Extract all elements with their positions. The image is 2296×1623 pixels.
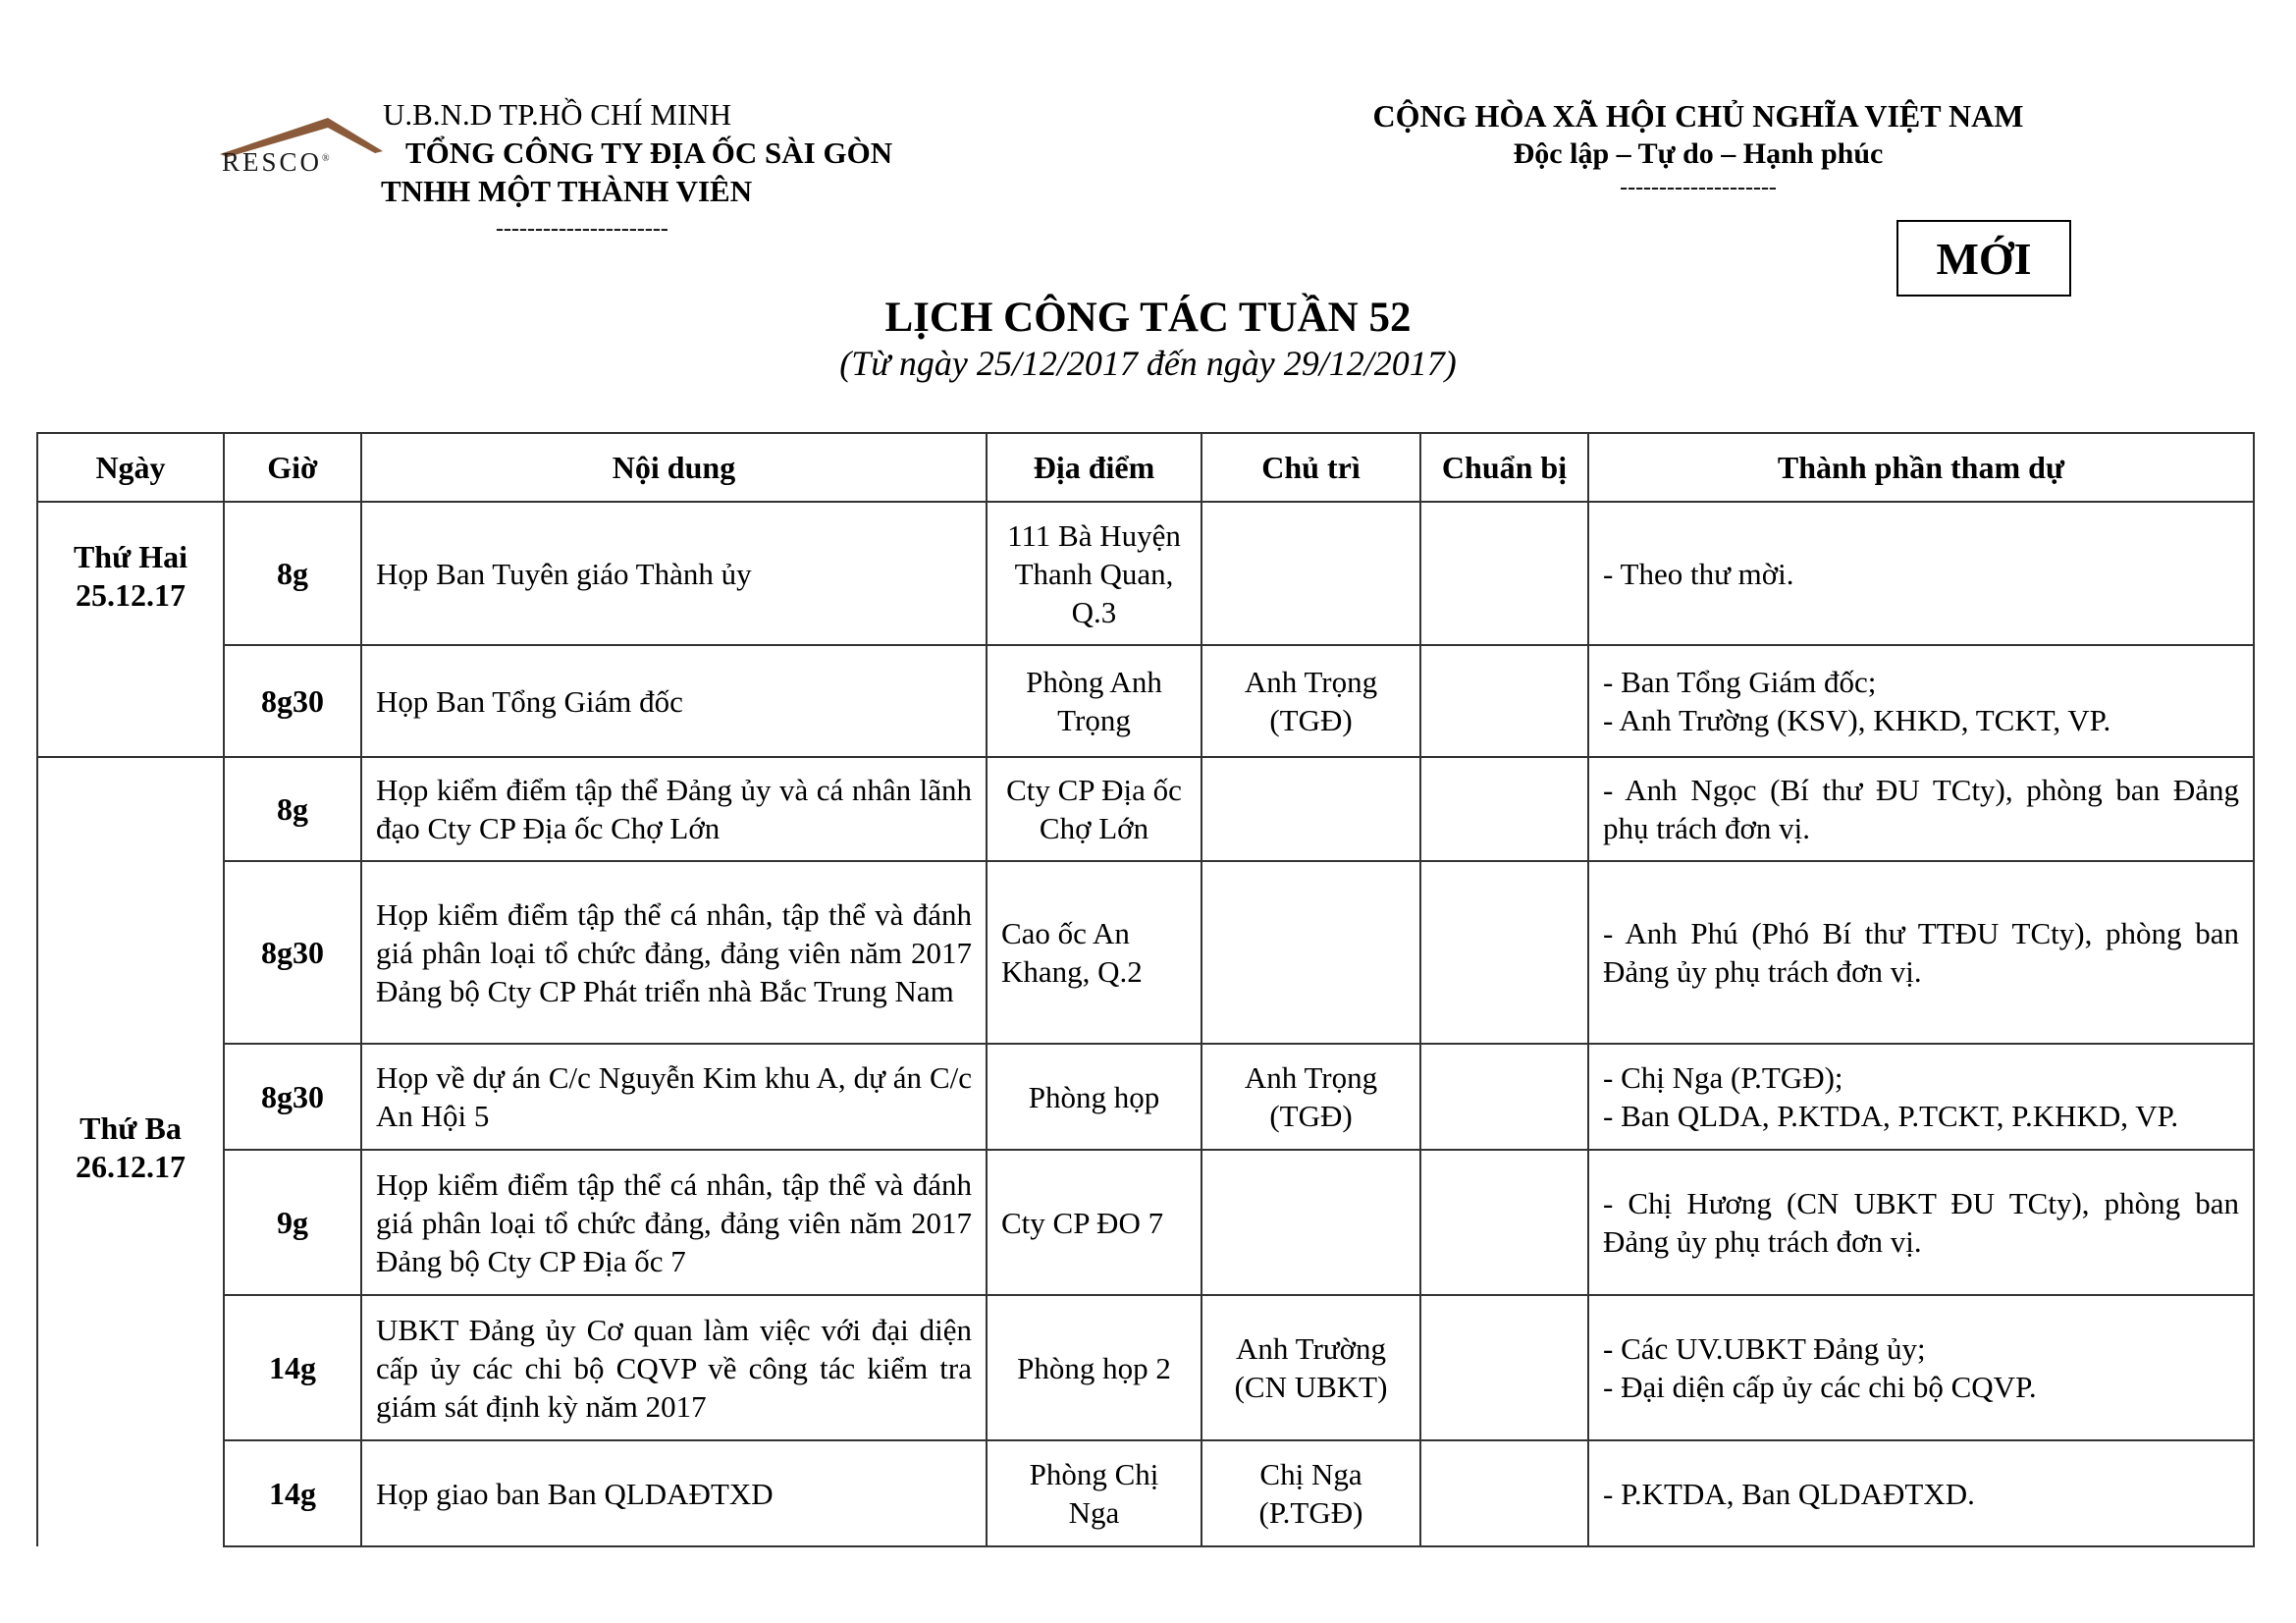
column-header-attendees: Thành phần tham dự: [1588, 433, 2254, 502]
table-row: [37, 1295, 2254, 1440]
location-cell: Cao ốc An Khang, Q.2: [987, 861, 1201, 1044]
time-cell: 8g30: [224, 645, 361, 757]
day-name: Thứ Ba: [80, 1110, 182, 1146]
table-row: [37, 1440, 2254, 1546]
page-subtitle: (Từ ngày 25/12/2017 đến ngày 29/12/2017): [839, 344, 1457, 383]
column-header-prep: Chuẩn bị: [1420, 433, 1588, 502]
attendees-cell: [1588, 1044, 2254, 1150]
table-row: [37, 502, 2254, 645]
attendee-line: - Theo thư mời.: [1603, 556, 1794, 591]
location-cell: Phòng họp 2: [987, 1295, 1201, 1440]
day-date: 25.12.17: [76, 577, 186, 613]
attendee-line: - Ban Tổng Giám đốc;: [1603, 665, 1877, 699]
day-name: Thứ Hai: [73, 539, 188, 574]
prep-cell: [1420, 1044, 1588, 1150]
day-cell: [37, 757, 224, 1546]
host-cell: Anh Trọng (TGĐ): [1201, 1044, 1420, 1150]
attendee-line: - Anh Ngọc (Bí thư ĐU TCty), phòng ban Đảng phụ trách đơn vị.: [1603, 773, 2239, 845]
host-cell: Anh Trường (CN UBKT): [1201, 1295, 1420, 1440]
header-right-motto: Độc lập – Tự do – Hạnh phúc: [1513, 137, 1884, 170]
attendees-cell: [1588, 1440, 2254, 1546]
prep-cell: [1420, 1150, 1588, 1295]
content-cell: Họp kiểm điểm tập thể cá nhân, tập thể và đánh giá phân loại tổ chức đảng, đảng viên năm 2017 Đảng bộ Cty CP Địa ốc 7: [361, 1150, 987, 1295]
day-date: 26.12.17: [76, 1149, 186, 1184]
host-cell: [1201, 861, 1420, 1044]
attendee-line: - P.KTDA, Ban QLDAĐTXD.: [1603, 1476, 1975, 1511]
table-row: [37, 757, 2254, 861]
attendees-cell: [1588, 861, 2254, 1044]
table-row: [37, 1150, 2254, 1295]
location-cell: Phòng Chị Nga: [987, 1440, 1201, 1546]
location-cell: Phòng Anh Trọng: [987, 645, 1201, 757]
prep-cell: [1420, 1295, 1588, 1440]
header-right-rule: --------------------: [1620, 175, 1777, 200]
table-row: [37, 1044, 2254, 1150]
column-header-host: Chủ trì: [1201, 433, 1420, 502]
attendees-cell: [1588, 757, 2254, 861]
schedule-table: [36, 432, 2255, 1547]
table-row: [37, 861, 2254, 1044]
prep-cell: [1420, 645, 1588, 757]
day-cell: [37, 502, 224, 757]
attendee-line: - Anh Trường (KSV), KHKD, TCKT, VP.: [1603, 703, 2111, 737]
column-header-location: Địa điểm: [987, 433, 1201, 502]
attendees-cell: [1588, 1150, 2254, 1295]
resco-logo-text: RESCO®: [222, 147, 330, 177]
column-header-time: Giờ: [224, 433, 361, 502]
prep-cell: [1420, 502, 1588, 645]
table-row: [37, 645, 2254, 757]
attendees-cell: [1588, 502, 2254, 645]
time-cell: 8g30: [224, 861, 361, 1044]
column-header-content: Nội dung: [361, 433, 987, 502]
content-cell: Họp kiểm điểm tập thể Đảng ủy và cá nhân lãnh đạo Cty CP Địa ốc Chợ Lớn: [361, 757, 987, 861]
time-cell: 8g30: [224, 1044, 361, 1150]
header-left-company-type: TNHH MỘT THÀNH VIÊN: [381, 174, 753, 208]
content-cell: Họp Ban Tổng Giám đốc: [361, 645, 987, 757]
attendees-cell: [1588, 645, 2254, 757]
attendee-line: - Chị Nga (P.TGĐ);: [1603, 1060, 1843, 1095]
column-header-day: Ngày: [37, 433, 224, 502]
header-left-company: TỔNG CÔNG TY ĐỊA ỐC SÀI GÒN: [405, 135, 893, 170]
page-title: LỊCH CÔNG TÁC TUẦN 52: [884, 295, 1412, 341]
time-cell: 8g: [224, 757, 361, 861]
time-cell: 9g: [224, 1150, 361, 1295]
attendee-line: - Chị Hương (CN UBKT ĐU TCty), phòng ban Đảng ủy phụ trách đơn vị.: [1603, 1186, 2239, 1259]
location-cell: Phòng họp: [987, 1044, 1201, 1150]
content-cell: Họp về dự án C/c Nguyễn Kim khu A, dự án C/c An Hội 5: [361, 1044, 987, 1150]
location-cell: 111 Bà Huyện Thanh Quan, Q.3: [987, 502, 1201, 645]
host-cell: Chị Nga (P.TGĐ): [1201, 1440, 1420, 1546]
attendees-cell: [1588, 1295, 2254, 1440]
host-cell: Anh Trọng (TGĐ): [1201, 645, 1420, 757]
content-cell: Họp giao ban Ban QLDAĐTXD: [361, 1440, 987, 1546]
location-cell: Cty CP ĐO 7: [987, 1150, 1201, 1295]
new-badge: MỚI: [1896, 220, 2071, 297]
attendee-line: - Các UV.UBKT Đảng ủy;: [1603, 1331, 1926, 1366]
host-cell: [1201, 1150, 1420, 1295]
content-cell: Họp kiểm điểm tập thể cá nhân, tập thể và đánh giá phân loại tổ chức đảng, đảng viên năm 2017 Đảng bộ Cty CP Phát triển nhà Bắc Trung Nam: [361, 861, 987, 1044]
attendee-line: - Anh Phú (Phó Bí thư TTĐU TCty), phòng ban Đảng ủy phụ trách đơn vị.: [1603, 916, 2239, 989]
prep-cell: [1420, 861, 1588, 1044]
time-cell: 8g: [224, 502, 361, 645]
prep-cell: [1420, 1440, 1588, 1546]
header-left-rule: ----------------------: [496, 216, 668, 242]
host-cell: [1201, 757, 1420, 861]
header-right-country: CỘNG HÒA XÃ HỘI CHỦ NGHĨA VIỆT NAM: [1372, 98, 2024, 134]
time-cell: 14g: [224, 1440, 361, 1546]
content-cell: UBKT Đảng ủy Cơ quan làm việc với đại diện cấp ủy các chi bộ CQVP về công tác kiểm tra giám sát định kỳ năm 2017: [361, 1295, 987, 1440]
attendee-line: - Ban QLDA, P.KTDA, P.TCKT, P.KHKD, VP.: [1603, 1099, 2179, 1133]
time-cell: 14g: [224, 1295, 361, 1440]
location-cell: Cty CP Địa ốc Chợ Lớn: [987, 757, 1201, 861]
attendee-line: - Đại diện cấp ủy các chi bộ CQVP.: [1603, 1370, 2037, 1404]
content-cell: Họp Ban Tuyên giáo Thành ủy: [361, 502, 987, 645]
table-header-row: [37, 433, 2254, 502]
host-cell: [1201, 502, 1420, 645]
header-left-line1: U.B.N.D TP.HỒ CHÍ MINH: [383, 97, 732, 132]
prep-cell: [1420, 757, 1588, 861]
